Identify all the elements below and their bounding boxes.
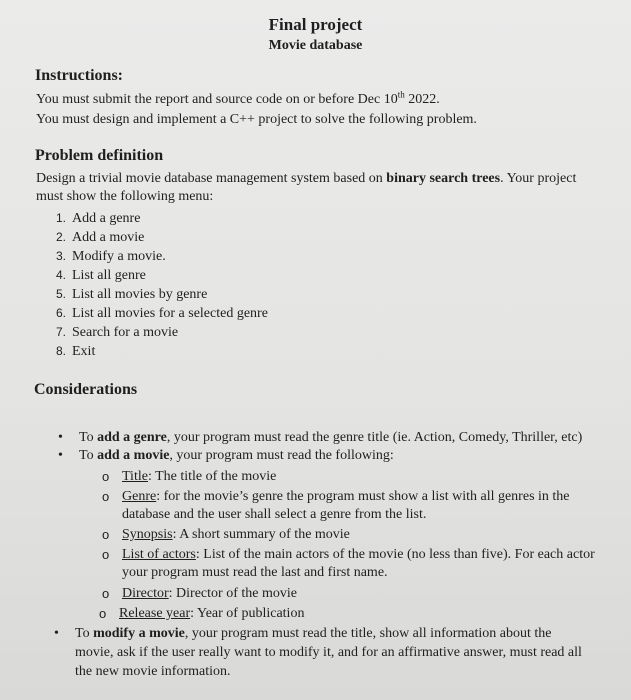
menu-item-number: 6.	[55, 306, 66, 320]
menu-item-label: Add a genre	[72, 211, 141, 226]
field-label: List of actors	[122, 547, 196, 562]
page-subtitle: Movie database	[268, 38, 363, 53]
bullet-icon: •	[58, 448, 63, 463]
menu-item	[46, 304, 268, 323]
menu-item-label: Search for a movie	[72, 325, 179, 340]
consideration-bold: add a genre	[97, 430, 167, 445]
sub-bullet-icon: o	[99, 606, 107, 621]
consideration-text: To	[75, 626, 94, 641]
problem-line-1-bold: binary search trees	[386, 171, 501, 186]
menu-item	[46, 323, 178, 342]
field-label: Title	[122, 469, 148, 484]
menu-item-number: 8.	[55, 344, 66, 358]
menu-item-label: List all movies by genre	[72, 287, 208, 302]
menu-item-label: List all genre	[72, 268, 146, 283]
consideration-bold: modify a movie	[93, 626, 185, 641]
sub-bullet-icon: o	[102, 469, 110, 484]
instructions-heading: Instructions:	[35, 67, 124, 84]
field-label: Director	[122, 586, 169, 601]
menu-item-label: Add a movie	[72, 230, 145, 245]
bullet-icon: •	[54, 626, 59, 641]
field-director	[122, 585, 297, 603]
menu-item-label: List all movies for a selected genre	[72, 306, 268, 321]
field-release-year	[119, 605, 304, 623]
field-label: Genre	[122, 489, 157, 504]
menu-item-number: 2.	[55, 230, 66, 244]
sub-bullet-icon: o	[102, 489, 110, 504]
menu-item-number: 1.	[55, 211, 66, 225]
field-text: : for the movie’s genre the program must show a list with all genres in the	[156, 489, 570, 504]
consideration-bold: add a movie	[97, 448, 170, 463]
menu-item-label: Exit	[72, 344, 96, 359]
consideration-text: To	[79, 430, 98, 445]
menu-item-label: Modify a movie.	[72, 249, 166, 264]
field-actors-cont: your program must read the last and first name.	[122, 565, 388, 580]
consideration-text: , your program must read the title, show all information about the	[184, 626, 552, 641]
menu-item	[46, 266, 146, 285]
field-label: Release year	[119, 606, 191, 621]
instructions-line-2: You must design and implement a C++ project to solve the following problem.	[36, 112, 477, 127]
field-genre-cont: database and the user shall select a genre from the list.	[122, 507, 427, 522]
sub-bullet-icon: o	[102, 527, 110, 542]
field-text: : A short summary of the movie	[172, 527, 350, 542]
modify-line-1	[75, 624, 582, 643]
instructions-line-1-year: 2022.	[404, 92, 440, 107]
field-genre	[122, 488, 570, 506]
bullet-icon: •	[58, 430, 63, 445]
instructions-line-1-text: You must submit the report and source code on or before Dec 10	[36, 92, 398, 107]
field-actors	[122, 546, 595, 564]
field-text: : Year of publication	[190, 606, 305, 621]
menu-item-number: 3.	[55, 249, 66, 263]
field-title	[122, 468, 276, 486]
field-label: Synopsis	[122, 527, 173, 542]
menu-item	[46, 285, 207, 304]
menu-item-number: 7.	[55, 325, 66, 339]
menu-item	[46, 209, 140, 228]
consideration-add-movie	[79, 447, 394, 465]
problem-line-1-text: Design a trivial movie database management system based on	[36, 171, 387, 186]
consideration-text: To	[79, 448, 98, 463]
field-text: : List of the main actors of the movie (no less than five). For each actor	[195, 547, 595, 562]
modify-line-2: movie, ask if the user really want to modify it, and for an affirmative answer, must read all	[75, 645, 582, 660]
consideration-add-genre	[79, 429, 582, 447]
menu-item	[46, 342, 95, 361]
problem-heading: Problem definition	[35, 147, 164, 164]
consideration-modify-movie	[75, 624, 582, 681]
instructions-line-1	[36, 91, 440, 109]
field-text: : The title of the movie	[147, 469, 277, 484]
field-text: : Director of the movie	[168, 586, 297, 601]
sub-bullet-icon: o	[102, 547, 110, 562]
modify-line-3: the new movie information.	[75, 664, 231, 679]
field-synopsis	[122, 526, 350, 544]
problem-line-1	[36, 170, 576, 188]
menu-item-number: 5.	[55, 287, 66, 301]
date-superscript: th	[397, 89, 405, 100]
menu-item	[46, 247, 166, 266]
sub-bullet-icon: o	[102, 586, 110, 601]
problem-line-2: must show the following menu:	[36, 189, 214, 204]
menu-item	[46, 228, 144, 247]
page-title: Final project	[268, 15, 363, 34]
menu-item-number: 4.	[55, 268, 66, 282]
consideration-text: , your program must read the following:	[169, 448, 394, 463]
consideration-text: , your program must read the genre title (ie. Action, Comedy, Thriller, etc)	[166, 430, 583, 445]
problem-line-1-end: . Your project	[500, 171, 577, 186]
considerations-heading: Considerations	[34, 381, 138, 398]
